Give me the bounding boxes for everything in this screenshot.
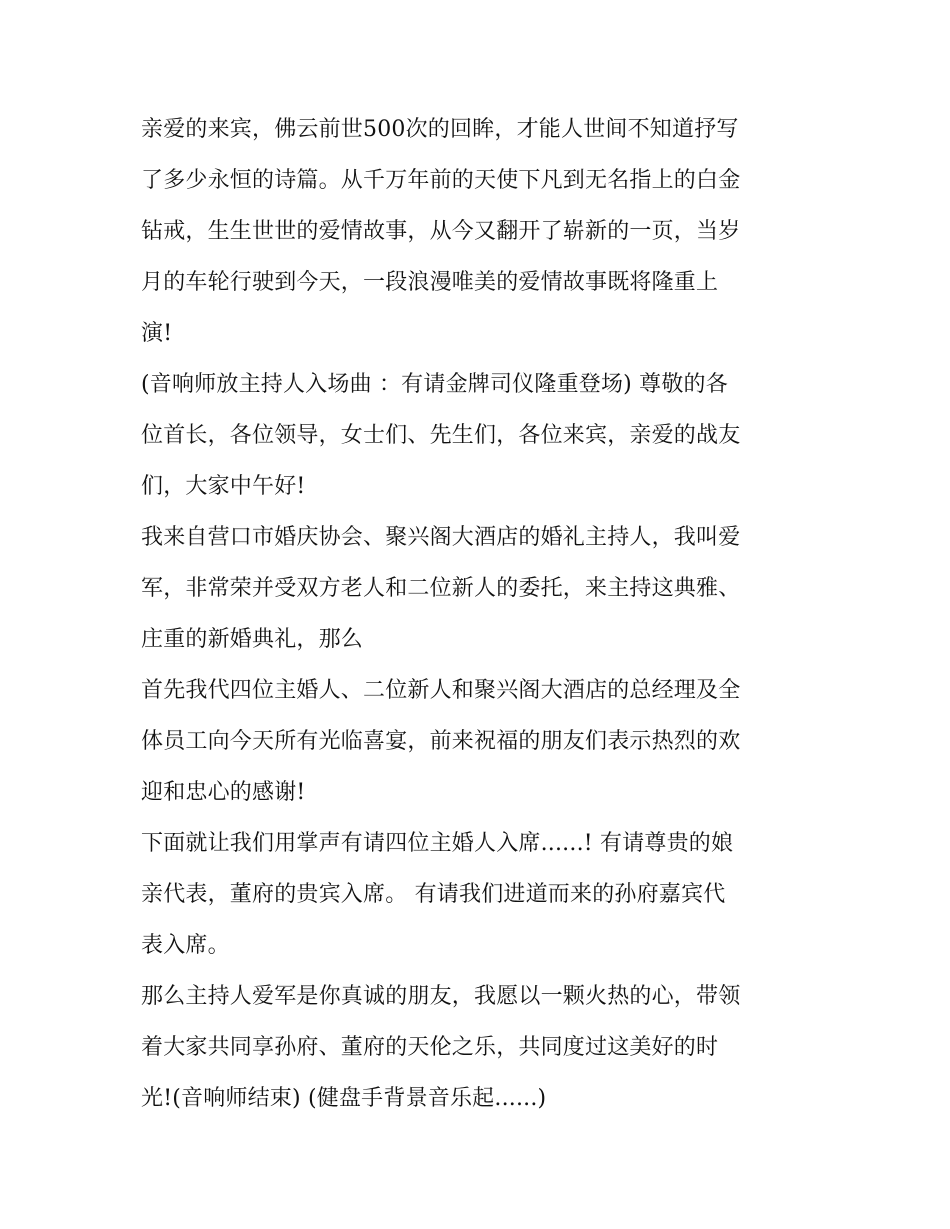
text-line: 着大家共同享孙府、董府的天伦之乐，共同度过这美好的时	[141, 1035, 719, 1060]
text-line: 迎和忠心的感谢!	[141, 780, 306, 805]
text-line: (音响师放主持人入场曲 ：有请金牌司仪隆重登场) 尊敬的各	[141, 372, 728, 397]
text-line: 钻戒，生生世世的爱情故事，从今又翻开了崭新的一页，当岁	[141, 219, 741, 244]
text-line: 那么主持人爱军是你真诚的朋友，我愿以一颗火热的心，带领	[141, 984, 741, 1009]
document-body	[141, 104, 821, 1124]
text-line: 军，非常荣并受双方老人和二位新人的委托，来主持这典雅、	[141, 576, 741, 601]
text-line: 们，大家中午好!	[141, 474, 306, 499]
text-line: 庄重的新婚典礼，那么	[141, 627, 364, 652]
text-line: 亲爱的来宾，佛云前世500次的回眸，才能人世间不知道抒写	[141, 117, 739, 142]
text-line: 表入席。	[141, 933, 230, 958]
text-line: 亲代表，董府的贵宾入席。 有请我们进道而来的孙府嘉宾代	[141, 882, 726, 907]
text-line: 我来自营口市婚庆协会、聚兴阁大酒店的婚礼主持人，我叫爱	[141, 525, 741, 550]
text-line: 演!	[141, 321, 173, 346]
text-line: 下面就让我们用掌声有请四位主婚人入席......! 有请尊贵的娘	[141, 831, 734, 856]
text-line: 位首长，各位领导，女士们、先生们，各位来宾，亲爱的战友	[141, 423, 741, 448]
text-line: 光!(音响师结束) (健盘手背景音乐起......)	[141, 1086, 547, 1111]
text-line: 体员工向今天所有光临喜宴，前来祝福的朋友们表示热烈的欢	[141, 729, 741, 754]
text-line: 月的车轮行驶到今天，一段浪漫唯美的爱情故事既将隆重上	[141, 270, 719, 295]
text-line: 首先我代四位主婚人、二位新人和聚兴阁大酒店的总经理及全	[141, 678, 741, 703]
text-line: 了多少永恒的诗篇。从千万年前的天使下凡到无名指上的白金	[141, 168, 741, 193]
